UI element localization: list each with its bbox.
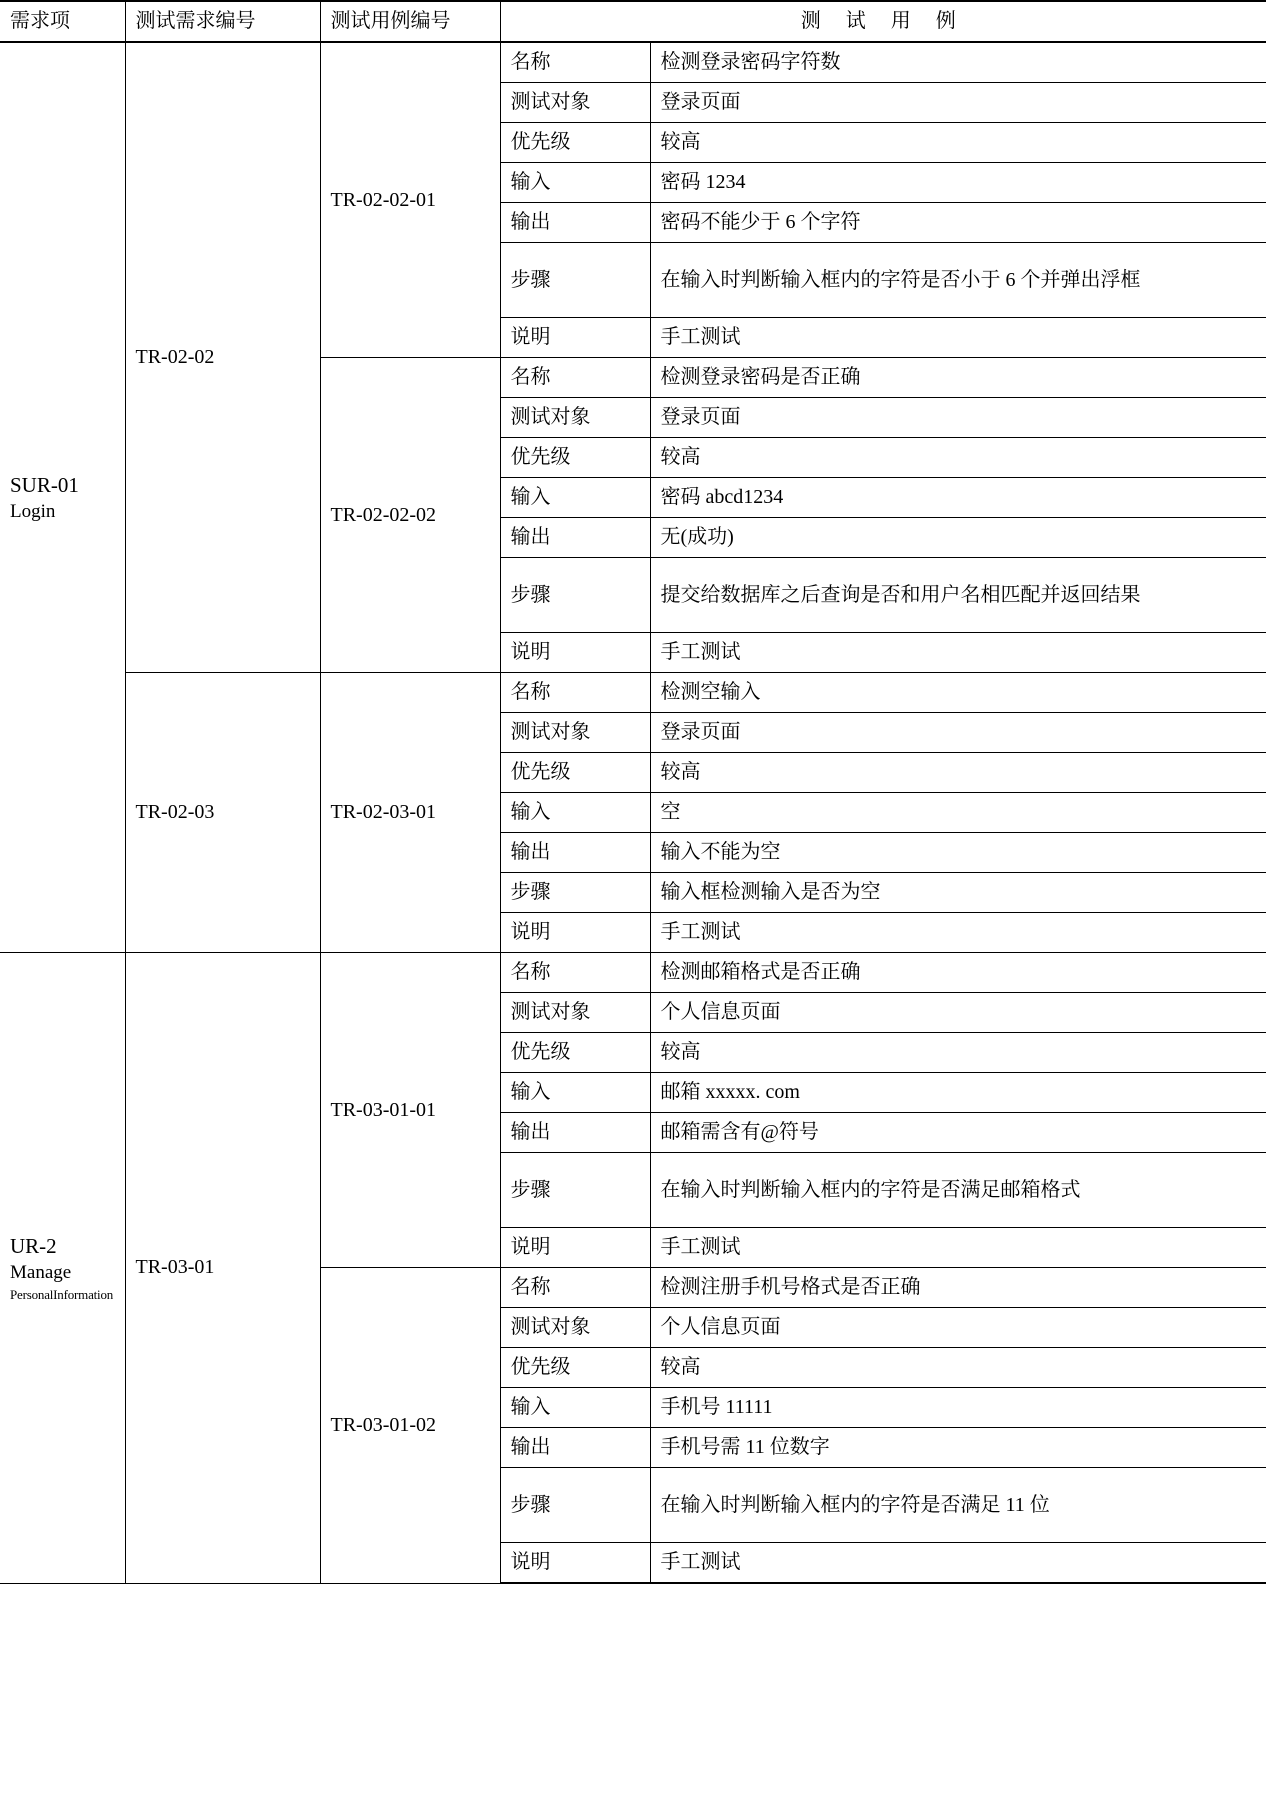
test-case-id-cell: TR‑02‑03‑01 xyxy=(320,673,500,953)
field-value: 密码 1234 xyxy=(650,163,1266,203)
field-value: 密码不能少于 6 个字符 xyxy=(650,203,1266,243)
field-value: 空 xyxy=(650,793,1266,833)
field-value: 邮箱需含有@符号 xyxy=(650,1113,1266,1153)
test-case-id-cell: TR‑02‑02‑02 xyxy=(320,358,500,673)
field-value: 较高 xyxy=(650,438,1266,478)
field-value: 手工测试 xyxy=(650,1543,1266,1584)
field-label: 优先级 xyxy=(500,123,650,163)
field-label: 名称 xyxy=(500,953,650,993)
test-requirement-cell: TR‑03‑01 xyxy=(125,953,320,1584)
field-label: 测试对象 xyxy=(500,713,650,753)
field-label: 输出 xyxy=(500,203,650,243)
field-value: 检测注册手机号格式是否正确 xyxy=(650,1268,1266,1308)
requirement-name: Login xyxy=(10,500,56,522)
field-label: 测试对象 xyxy=(500,83,650,123)
field-value: 较高 xyxy=(650,753,1266,793)
field-value: 较高 xyxy=(650,1033,1266,1073)
test-requirement-cell: TR‑02‑03 xyxy=(125,673,320,953)
header-test-case-id: 测试用例编号 xyxy=(320,1,500,42)
field-label: 名称 xyxy=(500,358,650,398)
field-label: 输入 xyxy=(500,1073,650,1113)
field-label: 说明 xyxy=(500,913,650,953)
field-value: 密码 abcd1234 xyxy=(650,478,1266,518)
field-value: 无(成功) xyxy=(650,518,1266,558)
test-case-id-cell: TR‑03‑01‑01 xyxy=(320,953,500,1268)
field-value: 较高 xyxy=(650,1348,1266,1388)
table-row xyxy=(0,42,1266,83)
field-value: 检测登录密码是否正确 xyxy=(650,358,1266,398)
field-value: 登录页面 xyxy=(650,713,1266,753)
field-label: 输入 xyxy=(500,478,650,518)
field-label: 步骤 xyxy=(500,1468,650,1543)
field-label: 优先级 xyxy=(500,438,650,478)
field-label: 测试对象 xyxy=(500,993,650,1033)
field-value: 个人信息页面 xyxy=(650,993,1266,1033)
field-value: 手工测试 xyxy=(650,633,1266,673)
field-value: 登录页面 xyxy=(650,398,1266,438)
table-row xyxy=(0,953,1266,993)
field-label: 输出 xyxy=(500,1113,650,1153)
table-row xyxy=(0,673,1266,713)
field-label: 步骤 xyxy=(500,1153,650,1228)
requirement-id: SUR‑01 xyxy=(10,472,79,497)
test-case-id-cell: TR‑03‑01‑02 xyxy=(320,1268,500,1584)
test-case-id-cell: TR‑02‑02‑01 xyxy=(320,42,500,358)
field-value: 在输入时判断输入框内的字符是否满足 11 位 xyxy=(650,1468,1266,1543)
field-label: 说明 xyxy=(500,633,650,673)
field-value: 手机号需 11 位数字 xyxy=(650,1428,1266,1468)
field-label: 优先级 xyxy=(500,1348,650,1388)
field-label: 名称 xyxy=(500,42,650,83)
field-label: 步骤 xyxy=(500,873,650,913)
field-label: 说明 xyxy=(500,1543,650,1584)
field-label: 输入 xyxy=(500,793,650,833)
field-value: 提交给数据库之后查询是否和用户名相匹配并返回结果 xyxy=(650,558,1266,633)
field-label: 说明 xyxy=(500,318,650,358)
field-value: 邮箱 xxxxx. com xyxy=(650,1073,1266,1113)
field-value: 手机号 11111 xyxy=(650,1388,1266,1428)
field-value: 手工测试 xyxy=(650,318,1266,358)
field-value: 在输入时判断输入框内的字符是否小于 6 个并弹出浮框 xyxy=(650,243,1266,318)
field-label: 输出 xyxy=(500,833,650,873)
table-body xyxy=(0,42,1266,1583)
field-label: 测试对象 xyxy=(500,1308,650,1348)
field-label: 输出 xyxy=(500,518,650,558)
header-row xyxy=(0,1,1266,42)
requirement-cell xyxy=(0,42,125,953)
field-label: 名称 xyxy=(500,1268,650,1308)
header-requirement-item: 需求项 xyxy=(0,1,125,42)
field-label: 步骤 xyxy=(500,243,650,318)
field-label: 优先级 xyxy=(500,1033,650,1073)
field-value: 手工测试 xyxy=(650,1228,1266,1268)
field-label: 说明 xyxy=(500,1228,650,1268)
field-label: 优先级 xyxy=(500,753,650,793)
field-value: 检测空输入 xyxy=(650,673,1266,713)
field-value: 检测登录密码字符数 xyxy=(650,42,1266,83)
field-value: 较高 xyxy=(650,123,1266,163)
test-requirement-cell: TR‑02‑02 xyxy=(125,42,320,673)
requirement-id: UR‑2 xyxy=(10,1233,57,1258)
field-label: 步骤 xyxy=(500,558,650,633)
field-value: 在输入时判断输入框内的字符是否满足邮箱格式 xyxy=(650,1153,1266,1228)
field-value: 登录页面 xyxy=(650,83,1266,123)
requirement-name-detail: PersonalInformation xyxy=(10,1286,114,1302)
table-header xyxy=(0,1,1266,42)
field-value: 手工测试 xyxy=(650,913,1266,953)
field-value: 检测邮箱格式是否正确 xyxy=(650,953,1266,993)
field-label: 输入 xyxy=(500,1388,650,1428)
requirement-name: Manage xyxy=(10,1262,72,1284)
field-label: 名称 xyxy=(500,673,650,713)
field-value: 输入框检测输入是否为空 xyxy=(650,873,1266,913)
field-label: 输出 xyxy=(500,1428,650,1468)
header-test-requirement-id: 测试需求编号 xyxy=(125,1,320,42)
requirement-cell xyxy=(0,953,125,1584)
field-value: 输入不能为空 xyxy=(650,833,1266,873)
field-value: 个人信息页面 xyxy=(650,1308,1266,1348)
field-label: 测试对象 xyxy=(500,398,650,438)
field-label: 输入 xyxy=(500,163,650,203)
header-test-case: 测 试 用 例 xyxy=(500,1,1266,42)
